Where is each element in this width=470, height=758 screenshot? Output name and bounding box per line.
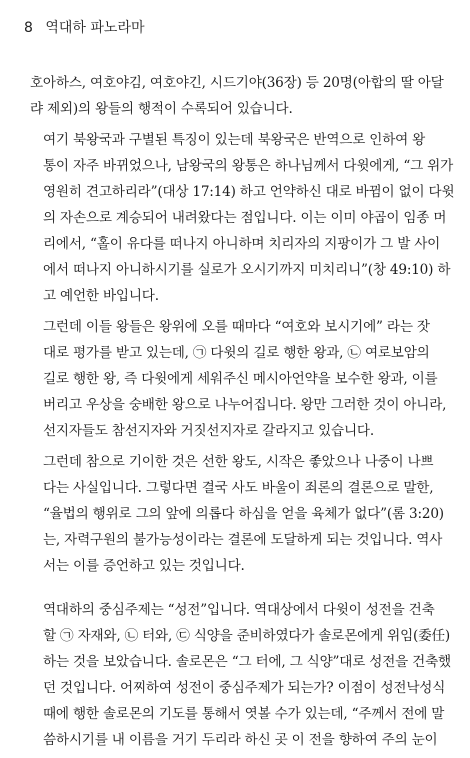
text-line: 랴 제외)의 왕들의 행적이 수록되어 있습니다. (30, 101, 293, 117)
text-line: 때에 행한 솔로몬의 기도를 통해서 엿볼 수가 있는데, “주께서 전에 말 (43, 706, 445, 722)
page-number: 8 (24, 20, 33, 36)
text-line: 할 ㉠ 자재와, ㉡ 터와, ㉢ 식양을 준비하였다가 솔로몬에게 위임(委任) (43, 628, 450, 644)
text-line: 리에서, “홀이 유다를 떠나지 아니하며 치리자의 지팡이가 그 발 사이 (43, 236, 441, 252)
text-line: 다는 사실입니다. 그렇다면 결국 사도 바울이 죄론의 결론으로 말한, (43, 480, 434, 496)
text-line: 통이 자주 바뀌었으나, 남왕국의 왕통은 하나님께서 다윗에게, “그 위가 (43, 158, 454, 174)
text-line: 영원히 견고하리라”(대상 17:14) 하고 언약하신 대로 바뀜이 없이 다윗 (43, 184, 455, 200)
text-line: 대로 평가를 받고 있는데, ㉠ 다윗의 길로 행한 왕과, ㉡ 여로보암의 (43, 345, 430, 361)
text-line: 의 자손으로 계승되어 내려왔다는 점입니다. 이는 이미 야곱이 임종 머 (43, 210, 447, 226)
text-line: 그런데 참으로 기이한 것은 선한 왕도, 시작은 좋았으나 나중이 나쁘 (43, 454, 434, 470)
text-line: 그런데 이들 왕들은 왕위에 오를 때마다 “여호와 보시기에” 라는 잣 (43, 319, 430, 335)
paragraph (30, 70, 462, 122)
text-line: 에서 떠나지 아니하시기를 실로가 오시기까지 미치리니”(창 49:10) 하 (43, 262, 451, 278)
text-line: 하는 것을 보았습니다. 솔로몬은 “그 터에, 그 식양”대로 성전을 건축했 (43, 654, 451, 670)
book-title: 역대하 파노라마 (45, 20, 145, 36)
paragraph (30, 314, 462, 444)
text-line: 길로 행한 왕, 즉 다윗에게 세워주신 메시아언약을 보수한 왕과, 이를 (43, 371, 438, 387)
running-header (24, 17, 145, 37)
text-line: 역대하의 중심주제는 “성전”입니다. 역대상에서 다윗이 성전을 건축 (43, 602, 435, 618)
text-line: 버리고 우상을 숭배한 왕으로 나누어집니다. 왕만 그러한 것이 아니라, (43, 397, 447, 413)
paragraph (30, 127, 462, 309)
paragraph (30, 449, 462, 579)
text-line: 던 것입니다. 어찌하여 성전이 중심주제가 되는가? 이점이 성전낙성식 (43, 680, 446, 696)
text-line: 호아하스, 여호야김, 여호야긴, 시드기야(36장) 등 20명(아합의 딸 아달 (30, 75, 444, 91)
text-line: 씀하시기를 내 이름을 거기 두리라 하신 곳 이 전을 향하여 주의 눈이 (43, 732, 438, 748)
body-text (30, 70, 462, 758)
text-line: “율법의 행위로 그의 앞에 의롭다 하심을 얻을 육체가 없다”(롬 3:20) (43, 506, 444, 522)
text-line: 서는 이를 증언하고 있는 것입니다. (43, 558, 245, 574)
text-line: 여기 북왕국과 구별된 특징이 있는데 북왕국은 반역으로 인하여 왕 (43, 132, 426, 148)
text-line: 는, 자력구원의 불가능성이라는 결론에 도달하게 되는 것입니다. 역사 (43, 532, 443, 548)
text-line: 선지자들도 참선지자와 거짓선지자로 갈라지고 있습니다. (43, 423, 374, 439)
paragraph (30, 597, 462, 753)
text-line: 고 예언한 바입니다. (43, 288, 159, 304)
